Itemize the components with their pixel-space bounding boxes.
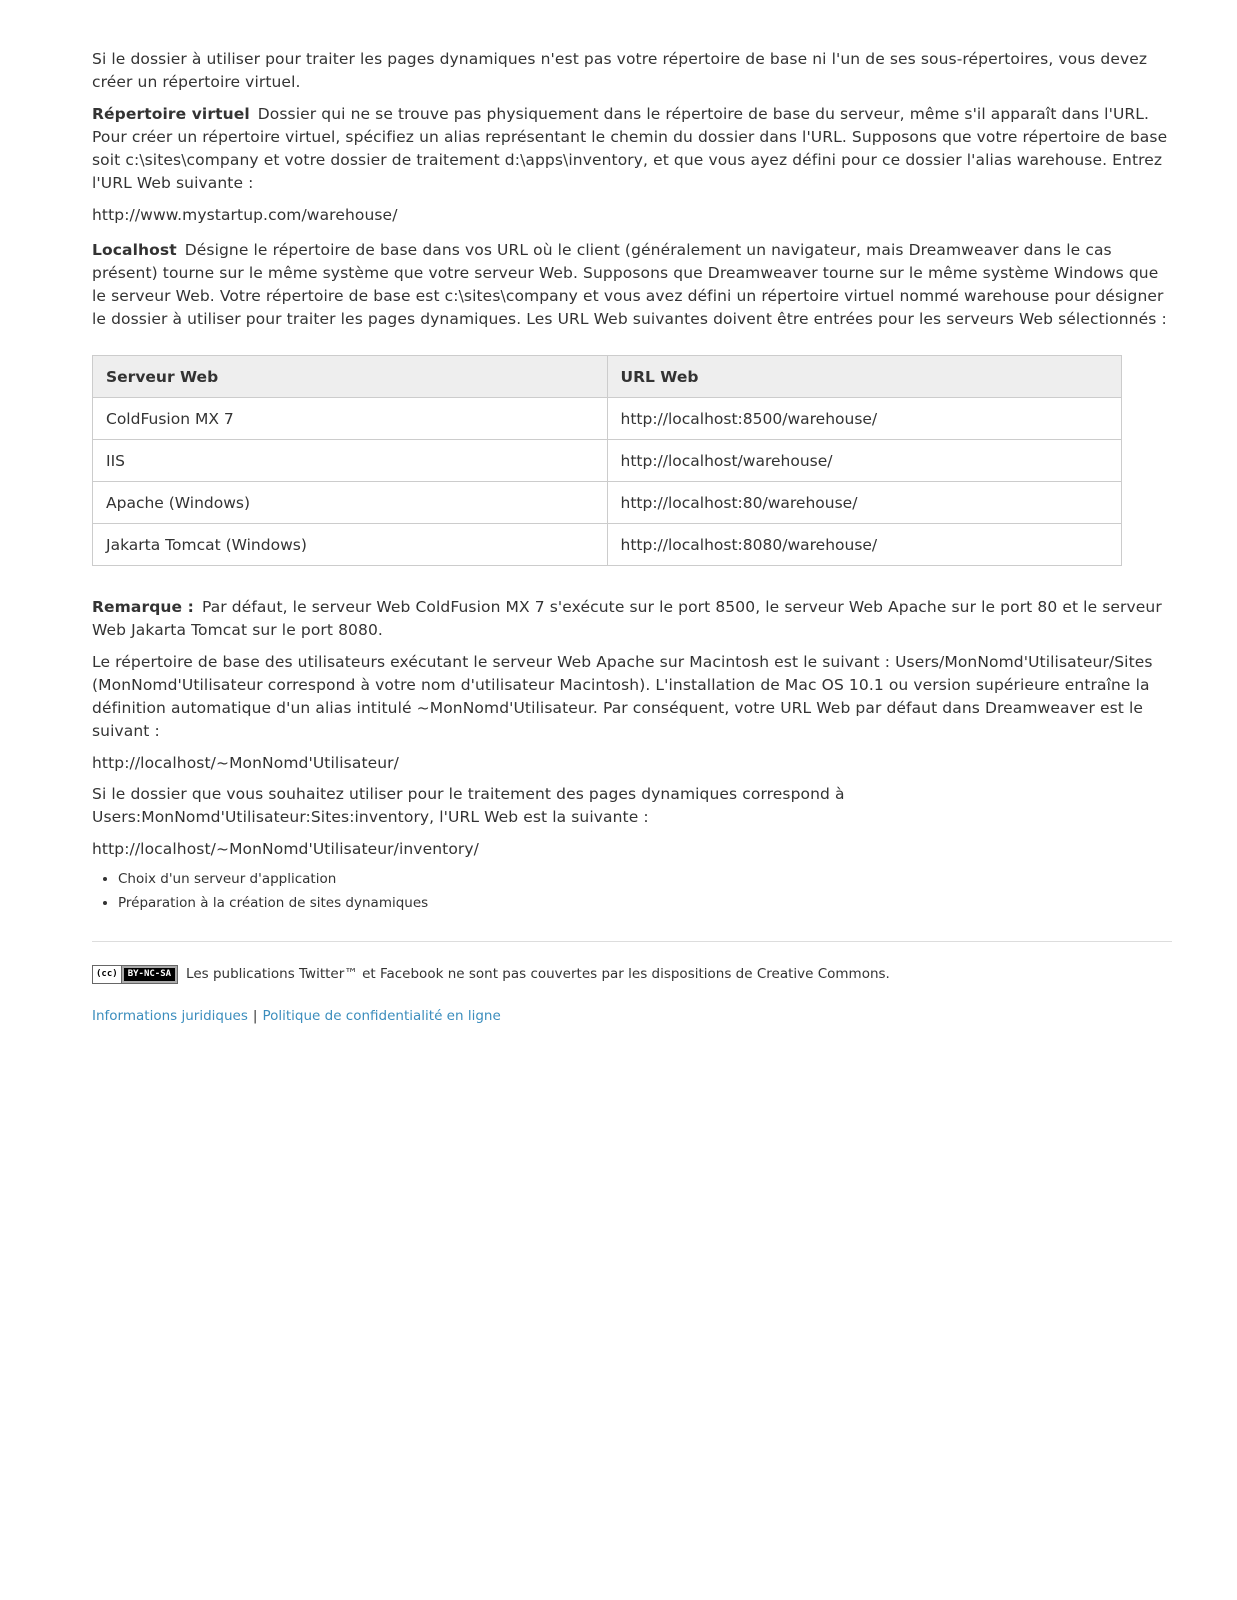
- footer-separator: |: [252, 1008, 258, 1024]
- server-url-cell: http://localhost:8500/warehouse/: [607, 398, 1122, 440]
- server-name-cell: Jakarta Tomcat (Windows): [93, 524, 608, 566]
- server-url-cell: http://localhost/warehouse/: [607, 440, 1122, 482]
- cc-license-badge-icon[interactable]: [92, 965, 178, 984]
- inventory-paragraph: Si le dossier que vous souhaitez utiliser pour le traitement des pages dynamiques correspond à Users:MonNomd'Utilisateur:Sites:inventory, l'URL Web est la suivante :: [92, 785, 845, 826]
- mac-paragraph: Le répertoire de base des utilisateurs exécutant le serveur Web Apache sur Macintosh est le suivant : Users/MonNomd'Utilisateur/Sites (MonNomd'Utilisateur correspond à votre nom d'utilisateur Macintosh). L'installation de Mac OS 10.1 ou version supérieure entraîne la définition automatique d'un alias intitulé ~MonNomd'Utilisateur. Par conséquent, votre URL Web par défaut dans Dreamweaver est le suivant :: [92, 653, 1153, 740]
- header-web-server: Serveur Web: [93, 356, 608, 398]
- privacy-link[interactable]: Politique de confidentialité en ligne: [262, 1008, 501, 1024]
- server-url-cell: http://localhost:80/warehouse/: [607, 482, 1122, 524]
- note-term: Remarque :: [92, 598, 194, 616]
- server-url-cell: http://localhost:8080/warehouse/: [607, 524, 1122, 566]
- mac-url: http://localhost/~MonNomd'Utilisateur/: [92, 754, 399, 772]
- table-row: [93, 524, 1122, 566]
- table-header-row: [93, 356, 1122, 398]
- legal-link[interactable]: Informations juridiques: [92, 1008, 248, 1024]
- server-name-cell: ColdFusion MX 7: [93, 398, 608, 440]
- cc-license-type: BY-NC-SA: [124, 968, 175, 981]
- localhost-text: Désigne le répertoire de base dans vos URL où le client (généralement un navigateur, mais Dreamweaver dans le cas présent) tourne sur le même système que votre serveur Web. Supposons que Dreamweaver tourne sur le même système Windows que le serveur Web. Votre répertoire de base est c:\sites\company et vous avez défini un répertoire virtuel nommé warehouse pour désigner le dossier à utiliser pour traiter les pages dynamiques. Les URL Web suivantes doivent être entrées pour les serveurs Web sélectionnés :: [92, 241, 1167, 328]
- virtual-directory-text: Dossier qui ne se trouve pas physiquement dans le répertoire de base du serveur, même s'il apparaît dans l'URL. Pour créer un répertoire virtuel, spécifiez un alias représentant le chemin du dossier dans l'URL. Supposons que votre répertoire de base soit c:\sites\company et votre dossier de traitement d:\apps\inventory, et que vous ayez défini pour ce dossier l'alias warehouse. Entrez l'URL Web suivante :: [92, 105, 1168, 192]
- creative-commons-notice: [92, 964, 1172, 984]
- note-text: Par défaut, le serveur Web ColdFusion MX 7 s'exécute sur le port 8500, le serveur Web Apache sur le port 80 et le serveur Web Jakarta Tomcat sur le port 8080.: [92, 598, 1162, 639]
- list-item[interactable]: • Préparation à la création de sites dynamiques: [118, 891, 1172, 915]
- server-name-cell: Apache (Windows): [93, 482, 608, 524]
- localhost-term: Localhost: [92, 241, 177, 259]
- header-web-url: URL Web: [607, 356, 1122, 398]
- virtual-directory-definition: [92, 103, 1172, 195]
- table-row: [93, 398, 1122, 440]
- server-name-cell: IIS: [93, 440, 608, 482]
- list-item[interactable]: • Choix d'un serveur d'application: [118, 867, 1172, 891]
- table-row: [93, 482, 1122, 524]
- intro-paragraph: Si le dossier à utiliser pour traiter les pages dynamiques n'est pas votre répertoire de base ni l'un de ses sous-répertoires, vous devez créer un répertoire virtuel.: [92, 50, 1148, 91]
- table-row: [93, 440, 1122, 482]
- related-links-list: [92, 867, 1172, 915]
- document-content: [92, 48, 1172, 1024]
- inventory-url: http://localhost/~MonNomd'Utilisateur/inventory/: [92, 840, 479, 858]
- footer-divider: [92, 941, 1172, 942]
- cc-notice-text: Les publications Twitter™ et Facebook ne sont pas couvertes par les dispositions de Creative Commons.: [186, 966, 890, 982]
- footer-links: [92, 1008, 1172, 1024]
- cc-logo: (cc): [93, 966, 122, 983]
- virtual-directory-term: Répertoire virtuel: [92, 105, 250, 123]
- localhost-definition: [92, 239, 1172, 331]
- note-paragraph: [92, 596, 1172, 642]
- web-server-table: [92, 355, 1122, 566]
- virtual-directory-url: http://www.mystartup.com/warehouse/: [92, 206, 398, 224]
